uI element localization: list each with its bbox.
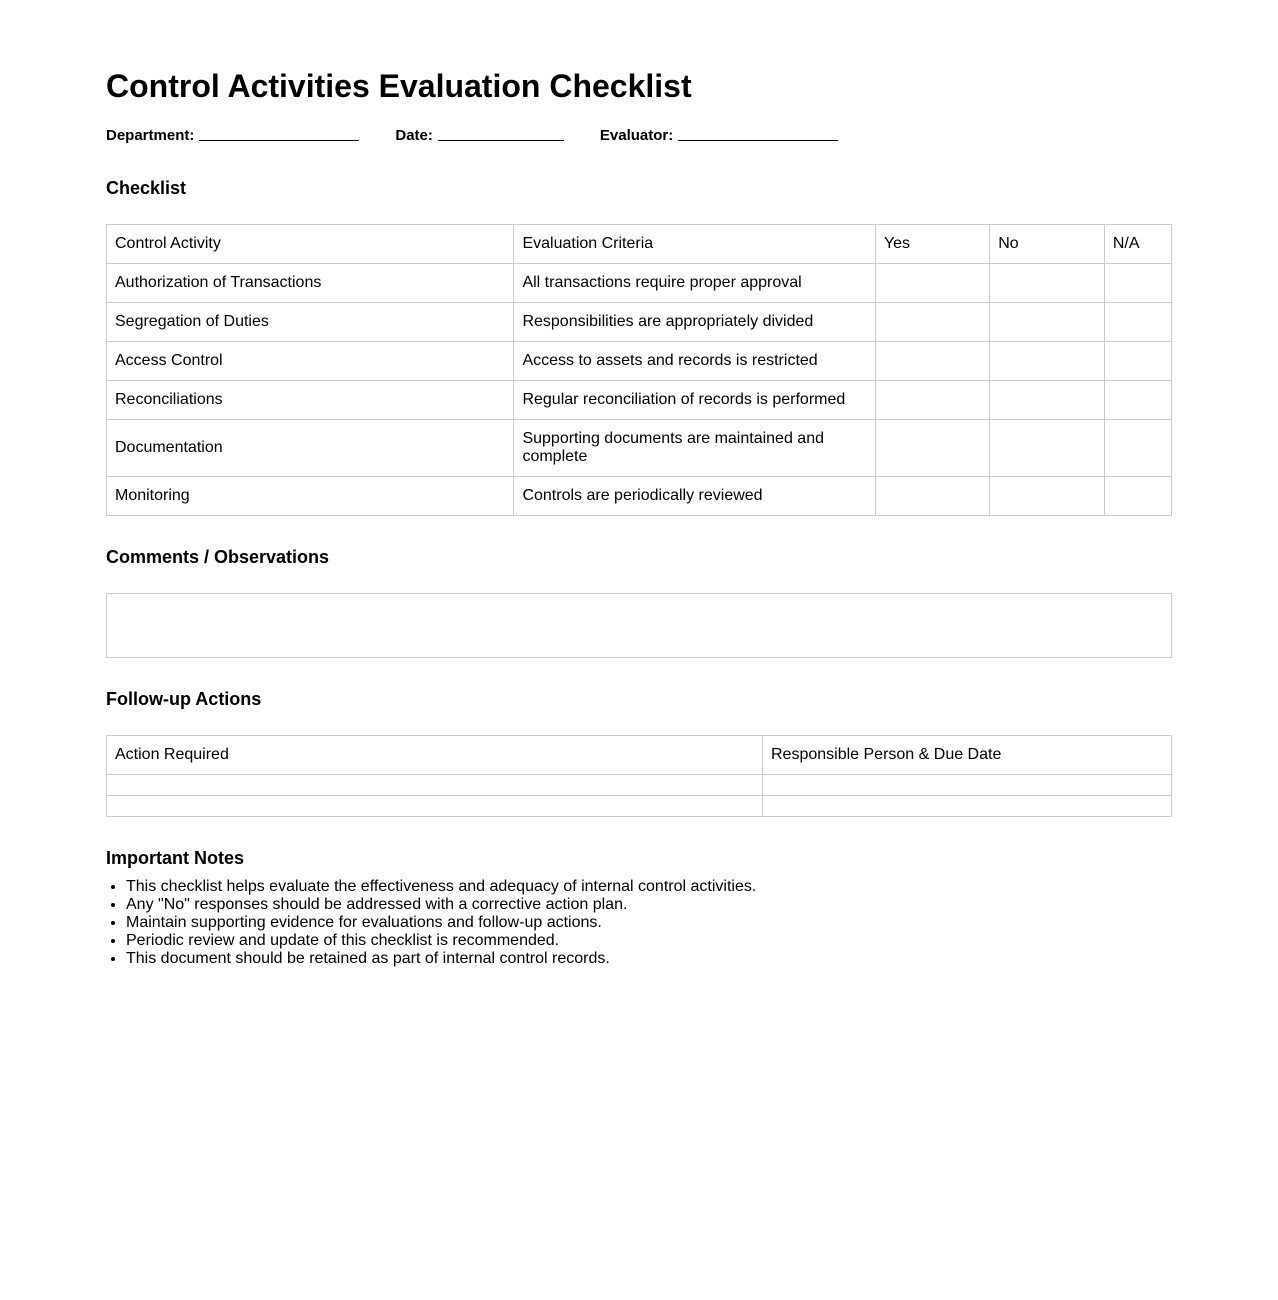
activity-cell: Segregation of Duties xyxy=(107,303,514,342)
na-cell[interactable] xyxy=(1104,420,1171,477)
responsible-cell[interactable] xyxy=(763,775,1172,796)
meta-row xyxy=(106,126,1172,146)
criteria-cell: All transactions require proper approval xyxy=(514,264,876,303)
na-cell[interactable] xyxy=(1104,303,1171,342)
activity-cell: Reconciliations xyxy=(107,381,514,420)
checklist-header-row xyxy=(107,225,1172,264)
date-field xyxy=(395,126,564,146)
na-cell[interactable] xyxy=(1104,342,1171,381)
department-field xyxy=(106,126,359,146)
na-cell[interactable] xyxy=(1104,264,1171,303)
activity-cell: Authorization of Transactions xyxy=(107,264,514,303)
checklist-heading: Checklist xyxy=(106,178,187,198)
responsible-cell[interactable] xyxy=(763,796,1172,817)
comments-box[interactable] xyxy=(106,593,1172,658)
no-cell[interactable] xyxy=(990,264,1105,303)
note-item: • Maintain supporting evidence for evaluations and follow-up actions. xyxy=(126,914,1172,932)
criteria-cell: Regular reconciliation of records is performed xyxy=(514,381,876,420)
document-title: Control Activities Evaluation Checklist xyxy=(106,68,692,104)
no-cell[interactable] xyxy=(990,381,1105,420)
department-blank-line[interactable] xyxy=(199,126,359,141)
notes-heading: Important Notes xyxy=(106,848,245,868)
followup-heading: Follow-up Actions xyxy=(106,689,262,709)
checklist-row xyxy=(107,381,1172,420)
action-cell[interactable] xyxy=(107,775,763,796)
activity-cell: Monitoring xyxy=(107,477,514,516)
checklist-table xyxy=(106,224,1172,516)
criteria-cell: Responsibilities are appropriately divided xyxy=(514,303,876,342)
yes-cell[interactable] xyxy=(875,381,989,420)
note-item: • This checklist helps evaluate the effectiveness and adequacy of internal control activities. xyxy=(126,878,1172,896)
followup-row xyxy=(107,796,1172,817)
no-cell[interactable] xyxy=(990,477,1105,516)
checklist-row xyxy=(107,264,1172,303)
activity-cell: Access Control xyxy=(107,342,514,381)
followup-header-row xyxy=(107,736,1172,775)
department-label: Department: xyxy=(106,127,195,144)
evaluator-label: Evaluator: xyxy=(599,127,674,144)
checklist-row xyxy=(107,420,1172,477)
checklist-row xyxy=(107,303,1172,342)
evaluator-blank-line[interactable] xyxy=(678,126,838,141)
no-cell[interactable] xyxy=(990,303,1105,342)
yes-cell[interactable] xyxy=(875,420,989,477)
document-page xyxy=(106,0,1172,968)
header-na: N/A xyxy=(1104,225,1171,264)
checklist-row xyxy=(107,477,1172,516)
followup-row xyxy=(107,775,1172,796)
header-control-activity: Control Activity xyxy=(107,225,514,264)
note-item: • This document should be retained as part of internal control records. xyxy=(126,950,1172,968)
yes-cell[interactable] xyxy=(875,264,989,303)
na-cell[interactable] xyxy=(1104,381,1171,420)
note-item: • Any "No" responses should be addressed with a corrective action plan. xyxy=(126,896,1172,914)
header-yes: Yes xyxy=(875,225,989,264)
na-cell[interactable] xyxy=(1104,477,1171,516)
checklist-row xyxy=(107,342,1172,381)
yes-cell[interactable] xyxy=(875,342,989,381)
header-evaluation-criteria: Evaluation Criteria xyxy=(514,225,876,264)
yes-cell[interactable] xyxy=(875,303,989,342)
notes-list xyxy=(106,878,1172,968)
followup-table xyxy=(106,735,1172,817)
comments-heading: Comments / Observations xyxy=(106,547,330,567)
yes-cell[interactable] xyxy=(875,477,989,516)
header-responsible-person: Responsible Person & Due Date xyxy=(763,736,1172,775)
date-blank-line[interactable] xyxy=(438,126,564,141)
no-cell[interactable] xyxy=(990,420,1105,477)
evaluator-field xyxy=(600,126,838,146)
action-cell[interactable] xyxy=(107,796,763,817)
note-item: • Periodic review and update of this checklist is recommended. xyxy=(126,932,1172,950)
criteria-cell: Access to assets and records is restricted xyxy=(514,342,876,381)
criteria-cell: Controls are periodically reviewed xyxy=(514,477,876,516)
criteria-cell: Supporting documents are maintained and complete xyxy=(514,420,876,477)
header-no: No xyxy=(990,225,1105,264)
activity-cell: Documentation xyxy=(107,420,514,477)
no-cell[interactable] xyxy=(990,342,1105,381)
date-label: Date: xyxy=(395,127,433,144)
header-action-required: Action Required xyxy=(107,736,763,775)
